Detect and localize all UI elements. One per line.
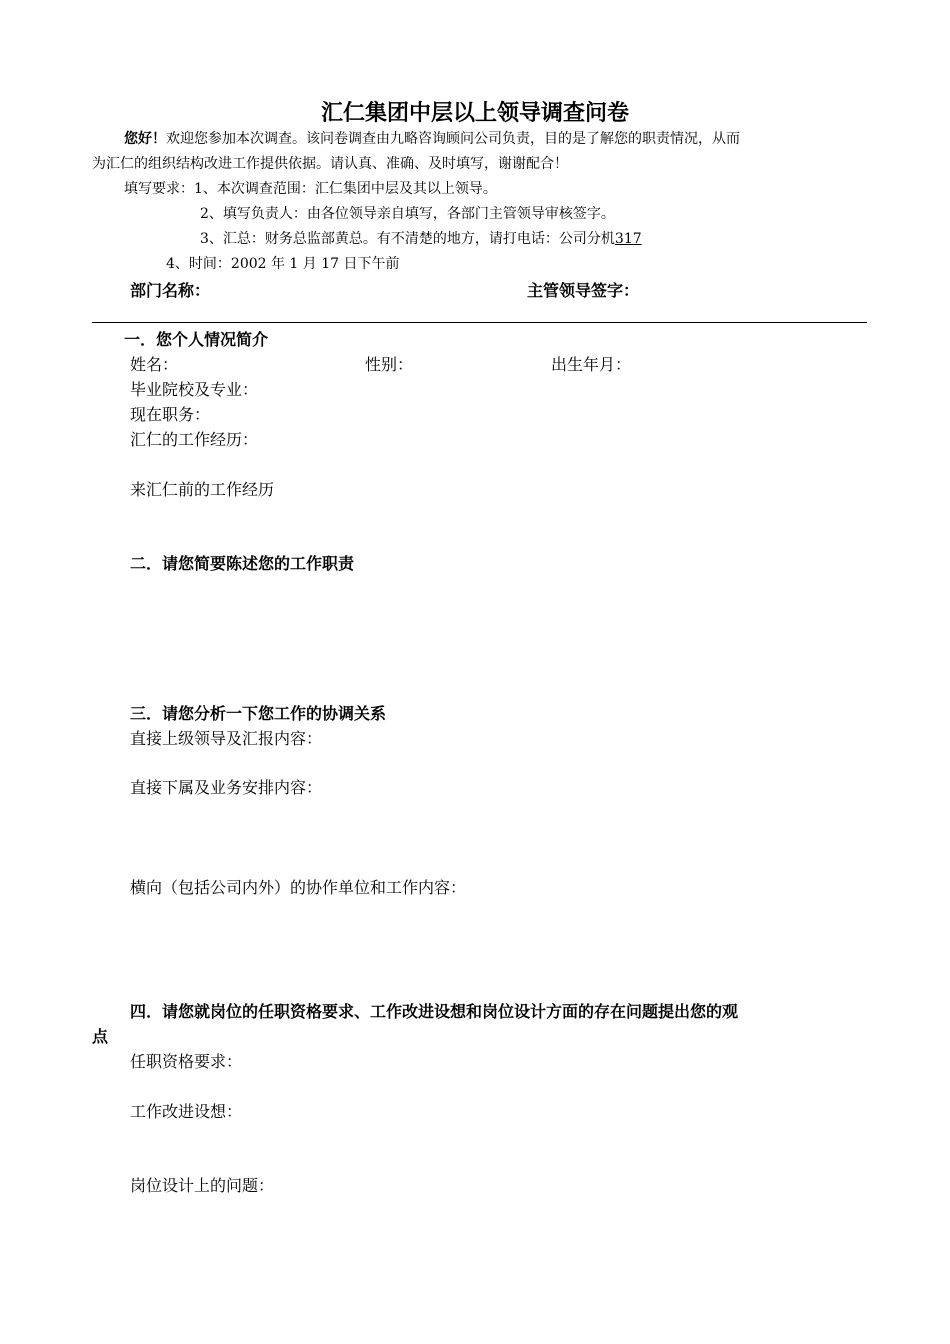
intro-line-1: [124, 128, 740, 148]
department-name-label: 部门名称：: [130, 281, 211, 300]
section-4-heading-line-1: 四．请您就岗位的任职资格要求、工作改进设想和岗位设计方面的存在问题提出您的观: [130, 1002, 739, 1021]
supervisor-signature-label: 主管领导签字：: [527, 281, 640, 300]
greeting: 您好！: [124, 131, 166, 147]
requirement-4: 4、时间：2002 年 1 月 17 日下午前: [166, 256, 400, 272]
section-3-heading: 三．请您分析一下您工作的协调关系: [130, 704, 387, 723]
lateral-cooperation-label: 横向（包括公司内外）的协作单位和工作内容：: [130, 878, 467, 897]
design-issues-label: 岗位设计上的问题：: [130, 1176, 275, 1195]
divider-line: [92, 322, 867, 323]
document-title: 汇仁集团中层以上领导调查问卷: [320, 100, 629, 126]
section-1-heading: 一．您个人情况简介: [124, 330, 269, 349]
improvement-label: 工作改进设想：: [130, 1102, 243, 1121]
huiren-experience-label: 汇仁的工作经历：: [130, 430, 259, 449]
intro-line-2: 为汇仁的组织结构改进工作提供依据。请认真、准确、及时填写，谢谢配合！: [92, 156, 568, 172]
current-position-label: 现在职务：: [130, 405, 211, 424]
section-4-heading-line-2: 点: [92, 1027, 109, 1046]
subordinate-label: 直接下属及业务安排内容：: [130, 778, 323, 797]
school-major-label: 毕业院校及专业：: [130, 380, 259, 399]
requirement-3: [200, 228, 642, 248]
requirement-1: 填写要求：1、本次调查范围：汇仁集团中层及其以上领导。: [124, 181, 497, 197]
prior-experience-label: 来汇仁前的工作经历: [130, 480, 275, 499]
requirement-3-text: 3、汇总：财务总监部黄总。有不清楚的地方，请打电话：公司分机: [200, 231, 615, 247]
qualification-label: 任职资格要求：: [130, 1052, 243, 1071]
intro-text-1: 欢迎您参加本次调查。该问卷调查由九略咨询顾问公司负责，目的是了解您的职责情况，从而: [166, 131, 740, 147]
name-label: 姓名：: [130, 355, 179, 374]
section-2-heading: 二．请您简要陈述您的工作职责: [130, 554, 355, 573]
gender-label: 性别：: [365, 355, 414, 374]
birth-date-label: 出生年月：: [551, 355, 632, 374]
superior-label: 直接上级领导及汇报内容：: [130, 729, 323, 748]
requirement-2: 2、填写负责人：由各位领导亲自填写，各部门主管领导审核签字。: [200, 206, 615, 222]
phone-extension: 317: [614, 231, 642, 247]
